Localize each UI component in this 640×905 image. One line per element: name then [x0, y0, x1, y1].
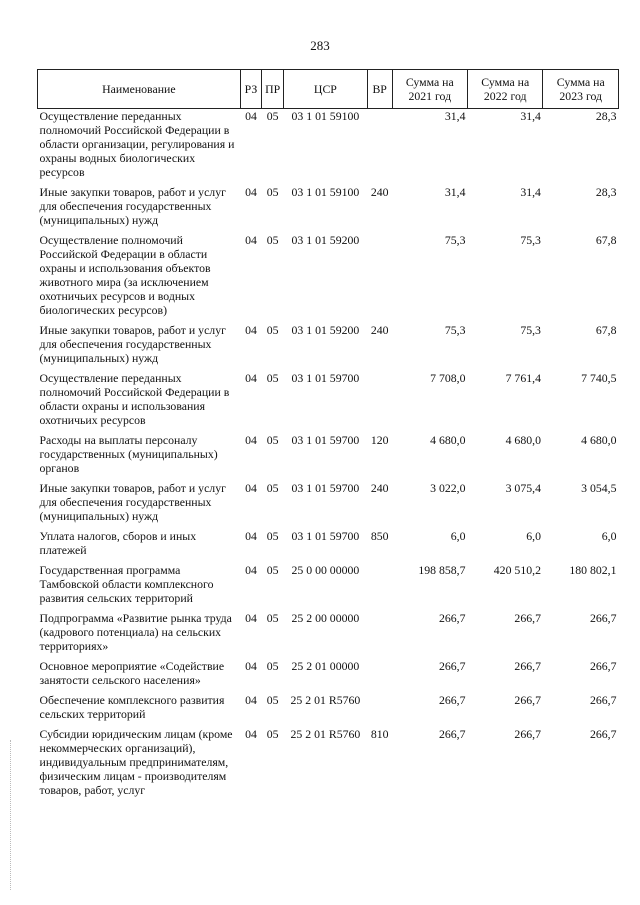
row-sum-2023: 6,0	[601, 529, 617, 543]
row-sum-2023: 180 802,1	[569, 563, 617, 577]
row-pr: 05	[266, 371, 279, 385]
row-sum-2022: 266,7	[514, 659, 541, 673]
row-name: Иные закупки товаров, работ и услуг для обеспечения государственных (муниципальных) нужд	[39, 481, 226, 523]
row-vr	[367, 659, 392, 693]
row-vr	[367, 371, 392, 433]
row-sum-2021: 7 708,0	[430, 371, 466, 385]
row-sum-2021: 3 022,0	[430, 481, 466, 495]
row-pr: 05	[266, 233, 279, 247]
row-sum-2022: 31,4	[520, 109, 541, 123]
column-header-vr: ВР	[367, 70, 392, 109]
row-sum-2021: 6,0	[450, 529, 466, 543]
row-csr: 03 1 01 59700	[291, 433, 360, 447]
row-sum-2021: 266,7	[438, 693, 466, 707]
table-row	[38, 433, 619, 481]
column-header-name: Наименование	[38, 70, 241, 109]
row-sum-2022: 4 680,0	[505, 433, 541, 447]
table-row	[38, 611, 619, 659]
row-sum-2023: 67,8	[595, 233, 617, 247]
row-sum-2021: 266,7	[438, 659, 466, 673]
row-sum-2021: 266,7	[438, 611, 466, 625]
row-vr	[367, 233, 392, 323]
table-row	[38, 563, 619, 611]
row-rz: 04	[245, 371, 257, 385]
row-name: Обеспечение комплексного развития сельских территорий	[39, 693, 225, 721]
table-header-row	[38, 70, 619, 109]
table-row	[38, 371, 619, 433]
row-rz: 04	[245, 529, 257, 543]
row-sum-2022: 420 510,2	[493, 563, 541, 577]
row-sum-2023: 3 054,5	[581, 481, 617, 495]
row-sum-2023: 4 680,0	[581, 433, 617, 447]
page-number: 283	[310, 38, 330, 53]
row-rz: 04	[245, 109, 257, 123]
row-sum-2021: 75,3	[444, 323, 466, 337]
row-vr: 240	[370, 323, 389, 337]
row-rz: 04	[245, 659, 257, 673]
row-pr: 05	[266, 109, 279, 123]
table-row	[38, 185, 619, 233]
row-sum-2021: 31,4	[444, 185, 466, 199]
row-name: Основное мероприятие «Содействие занятости сельского населения»	[39, 659, 225, 687]
row-pr: 05	[266, 433, 279, 447]
row-vr	[367, 109, 392, 186]
row-vr: 240	[370, 481, 389, 495]
row-sum-2022: 266,7	[514, 727, 541, 741]
row-name: Осуществление переданных полномочий Российской Федерации в области охраны и использования охотничьих ресурсов	[39, 371, 230, 427]
row-rz: 04	[245, 727, 257, 741]
row-vr	[367, 693, 392, 727]
row-rz: 04	[245, 693, 257, 707]
row-sum-2022: 266,7	[514, 611, 541, 625]
row-sum-2022: 31,4	[520, 185, 541, 199]
table-row	[38, 109, 619, 186]
row-sum-2023: 266,7	[589, 727, 617, 741]
row-pr: 05	[266, 481, 279, 495]
row-rz: 04	[245, 323, 257, 337]
budget-table	[37, 69, 619, 803]
table-row	[38, 659, 619, 693]
table-row	[38, 323, 619, 371]
row-pr: 05	[266, 563, 279, 577]
row-sum-2022: 3 075,4	[505, 481, 541, 495]
row-pr: 05	[266, 529, 279, 543]
scan-margin-mark	[10, 740, 12, 890]
row-rz: 04	[245, 481, 257, 495]
row-csr: 25 0 00 00000	[291, 563, 360, 577]
row-sum-2021: 75,3	[444, 233, 466, 247]
row-sum-2023: 67,8	[595, 323, 617, 337]
row-csr: 03 1 01 59200	[291, 233, 360, 247]
row-rz: 04	[245, 233, 257, 247]
row-sum-2023: 266,7	[589, 659, 617, 673]
row-csr: 03 1 01 59700	[291, 371, 360, 385]
row-pr: 05	[266, 693, 279, 707]
column-header-pr: ПР	[262, 70, 284, 109]
column-header-sum-2023: Сумма на 2023 год	[543, 70, 619, 109]
row-sum-2021: 31,4	[444, 109, 466, 123]
row-rz: 04	[245, 563, 257, 577]
row-csr: 03 1 01 59100	[291, 185, 360, 199]
row-pr: 05	[266, 185, 279, 199]
row-pr: 05	[266, 659, 279, 673]
row-name: Осуществление переданных полномочий Российской Федерации в области организации, регулирования и охраны водных биологических ресурсов	[39, 109, 235, 179]
row-name: Иные закупки товаров, работ и услуг для обеспечения государственных (муниципальных) нужд	[39, 323, 226, 365]
row-name: Государственная программа Тамбовской области комплексного развития сельских территорий	[39, 563, 214, 605]
row-rz: 04	[245, 185, 257, 199]
row-vr: 120	[370, 433, 389, 447]
row-vr	[367, 611, 392, 659]
row-sum-2022: 7 761,4	[505, 371, 541, 385]
row-sum-2021: 266,7	[438, 727, 466, 741]
row-vr: 810	[370, 727, 389, 741]
row-sum-2021: 198 858,7	[418, 563, 466, 577]
row-name: Иные закупки товаров, работ и услуг для обеспечения государственных (муниципальных) нужд	[39, 185, 226, 227]
row-csr: 03 1 01 59700	[291, 481, 360, 495]
row-pr: 05	[266, 611, 279, 625]
row-sum-2023: 266,7	[589, 611, 617, 625]
row-pr: 05	[266, 323, 279, 337]
row-csr: 03 1 01 59100	[291, 109, 360, 123]
row-csr: 03 1 01 59200	[291, 323, 360, 337]
row-sum-2023: 28,3	[595, 185, 617, 199]
row-pr: 05	[266, 727, 279, 741]
row-sum-2023: 266,7	[589, 693, 617, 707]
row-csr: 25 2 00 00000	[291, 611, 360, 625]
row-csr: 25 2 01 00000	[291, 659, 360, 673]
row-vr: 240	[370, 185, 389, 199]
row-csr: 25 2 01 R5760	[290, 727, 361, 741]
row-vr: 850	[370, 529, 389, 543]
table-row	[38, 693, 619, 727]
row-sum-2023: 7 740,5	[581, 371, 617, 385]
column-header-rz: РЗ	[240, 70, 262, 109]
column-header-csr: ЦСР	[284, 70, 368, 109]
row-name: Уплата налогов, сборов и иных платежей	[39, 529, 197, 557]
row-csr: 25 2 01 R5760	[290, 693, 361, 707]
row-csr: 03 1 01 59700	[291, 529, 360, 543]
row-sum-2022: 266,7	[514, 693, 541, 707]
row-sum-2022: 75,3	[520, 323, 541, 337]
row-sum-2022: 75,3	[520, 233, 541, 247]
row-vr	[367, 563, 392, 611]
column-header-sum-2021: Сумма на 2021 год	[392, 70, 467, 109]
table-row	[38, 727, 619, 803]
row-name: Расходы на выплаты персоналу государственных (муниципальных) органов	[39, 433, 218, 475]
row-rz: 04	[245, 433, 257, 447]
table-row	[38, 481, 619, 529]
table-row	[38, 529, 619, 563]
row-sum-2022: 6,0	[526, 529, 541, 543]
row-sum-2023: 28,3	[595, 109, 617, 123]
row-sum-2021: 4 680,0	[430, 433, 466, 447]
column-header-sum-2022: Сумма на 2022 год	[468, 70, 543, 109]
row-name: Подпрограмма «Развитие рынка труда (кадрового потенциала) на сельских территориях»	[39, 611, 232, 653]
row-name: Осуществление полномочий Российской Федерации в области охраны и использования объектов животного мира (за исключением охотничьих ресурсов и водных биологических ресурсов)	[39, 233, 211, 317]
row-rz: 04	[245, 611, 257, 625]
table-row	[38, 233, 619, 323]
row-name: Субсидии юридическим лицам (кроме некоммерческих организаций), индивидуальным предпринимателям, физическим лицам - производителям товаров, работ, услуг	[39, 727, 233, 797]
